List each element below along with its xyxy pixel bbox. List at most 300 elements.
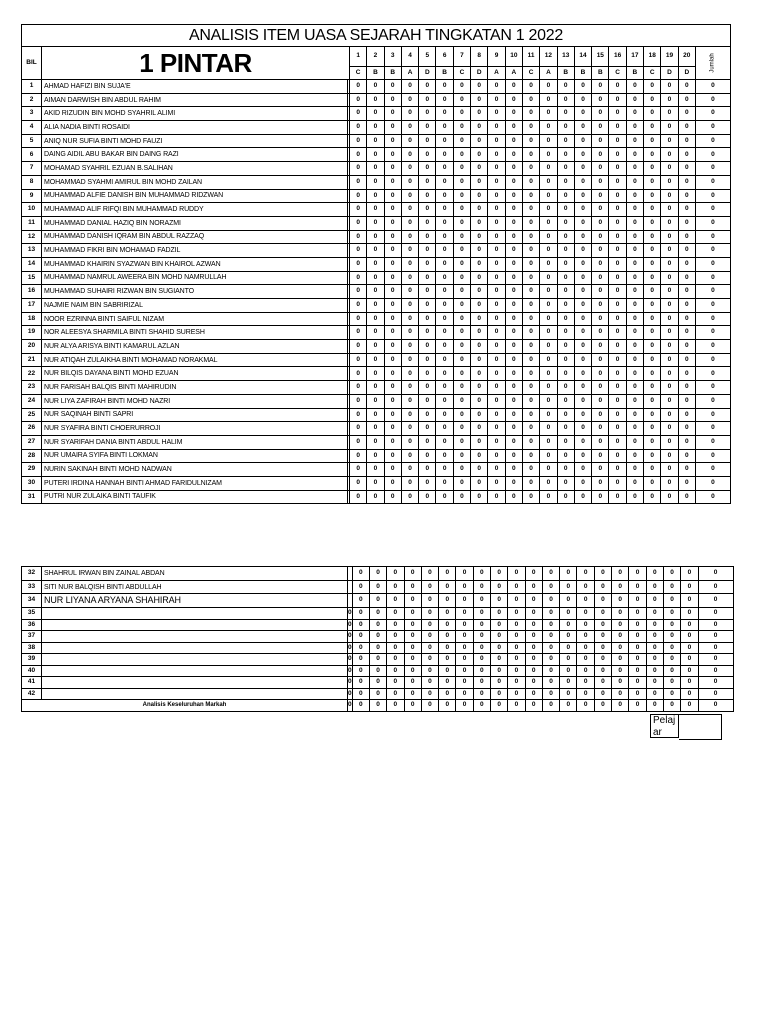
item-score: 0 [505,381,522,395]
jumlah-score: 0 [695,162,730,176]
item-score: 0 [557,80,574,94]
jumlah-score: 0 [698,594,733,608]
item-score: 0 [419,367,436,381]
item-score: 0 [352,665,369,677]
item-score: 0 [609,257,626,271]
student-number: 10 [22,203,42,217]
item-score: 0 [421,608,438,620]
item-score: 0 [522,353,539,367]
item-score: 0 [471,285,488,299]
item-score: 0 [663,619,680,631]
item-score: 0 [384,353,401,367]
item-score: 0 [352,567,369,581]
item-score: 0 [491,677,508,689]
item-score: 0 [453,449,470,463]
student-name: NURIN SAKINAH BINTI MOHD NADWAN [42,463,348,477]
student-name [42,677,348,689]
item-score: 0 [367,435,384,449]
item-score: 0 [592,285,609,299]
item-score: 0 [661,203,678,217]
jumlah-score: 0 [698,654,733,666]
item-score: 0 [646,665,663,677]
item-total: 0 [560,700,577,712]
student-number: 40 [22,665,42,677]
item-score: 0 [387,567,404,581]
item-score: 0 [609,148,626,162]
item-score: 0 [350,340,367,354]
student-name: AIMAN DARWISH BIN ABDUL RAHIM [42,93,348,107]
item-score: 0 [505,271,522,285]
item-score: 0 [401,230,418,244]
item-score: 0 [626,285,643,299]
table-row [22,367,731,381]
item-score: 0 [592,80,609,94]
item-score: 0 [557,312,574,326]
student-name: NUR SAQINAH BINTI SAPRI [42,408,348,422]
item-score: 0 [609,463,626,477]
item-score: 0 [592,244,609,258]
item-score: 0 [646,619,663,631]
item-score: 0 [644,326,661,340]
item-score: 0 [609,394,626,408]
item-score: 0 [661,476,678,490]
item-score: 0 [367,299,384,313]
student-name [42,642,348,654]
item-score: 0 [384,490,401,504]
item-score: 0 [384,340,401,354]
item-score: 0 [626,312,643,326]
item-score: 0 [522,299,539,313]
student-name: NUR LIYANA ARYANA SHAHIRAH [42,594,348,608]
jumlah-score: 0 [695,312,730,326]
item-score: 0 [387,654,404,666]
item-score: 0 [491,688,508,700]
item-score: 0 [557,244,574,258]
item-score: 0 [471,244,488,258]
item-score: 0 [540,422,557,436]
item-number: 20 [678,47,695,67]
item-score: 0 [350,312,367,326]
item-score: 0 [678,93,695,107]
item-score: 0 [387,608,404,620]
item-score: 0 [594,677,611,689]
item-score: 0 [574,148,591,162]
item-score: 0 [557,121,574,135]
item-score: 0 [471,230,488,244]
gap-cell: 0 [348,642,353,654]
jumlah-score: 0 [695,408,730,422]
item-score: 0 [609,367,626,381]
item-score: 0 [626,381,643,395]
item-score: 0 [369,619,386,631]
item-total: 0 [421,700,438,712]
item-score: 0 [350,449,367,463]
item-score: 0 [626,463,643,477]
item-score: 0 [419,312,436,326]
jumlah-score: 0 [695,216,730,230]
item-score: 0 [453,463,470,477]
item-score: 0 [540,449,557,463]
item-score: 0 [560,567,577,581]
table-row [22,107,731,121]
item-score: 0 [678,312,695,326]
item-score: 0 [522,422,539,436]
table-row [22,162,731,176]
item-score: 0 [453,353,470,367]
table-row [22,93,731,107]
item-score: 0 [646,677,663,689]
jumlah-score: 0 [695,93,730,107]
item-score: 0 [557,107,574,121]
item-score: 0 [646,608,663,620]
item-score: 0 [612,688,629,700]
item-score: 0 [419,271,436,285]
item-score: 0 [609,189,626,203]
student-number: 23 [22,381,42,395]
item-score: 0 [419,93,436,107]
item-score: 0 [644,381,661,395]
item-score: 0 [540,435,557,449]
item-score: 0 [540,326,557,340]
item-score: 0 [644,312,661,326]
item-score: 0 [436,230,453,244]
item-score: 0 [644,463,661,477]
item-score: 0 [436,353,453,367]
item-score: 0 [663,631,680,643]
item-score: 0 [419,230,436,244]
item-score: 0 [419,121,436,135]
item-score: 0 [401,299,418,313]
item-score: 0 [369,580,386,594]
item-score: 0 [540,107,557,121]
answer-key: C [644,67,661,80]
item-score: 0 [404,642,421,654]
jumlah-score: 0 [695,490,730,504]
item-number: 18 [644,47,661,67]
item-score: 0 [352,594,369,608]
item-score: 0 [560,631,577,643]
item-score: 0 [419,490,436,504]
table-row [22,285,731,299]
item-score: 0 [557,162,574,176]
item-score: 0 [401,189,418,203]
item-score: 0 [505,312,522,326]
item-score: 0 [505,340,522,354]
item-score: 0 [661,271,678,285]
item-score: 0 [678,244,695,258]
item-score: 0 [419,435,436,449]
item-score: 0 [646,688,663,700]
item-score: 0 [681,631,698,643]
item-score: 0 [592,463,609,477]
item-score: 0 [401,422,418,436]
item-score: 0 [453,476,470,490]
item-score: 0 [453,203,470,217]
item-score: 0 [471,394,488,408]
item-score: 0 [644,107,661,121]
item-score: 0 [540,230,557,244]
item-score: 0 [401,203,418,217]
item-score: 0 [404,619,421,631]
item-score: 0 [384,271,401,285]
item-score: 0 [436,271,453,285]
item-score: 0 [453,394,470,408]
student-number: 11 [22,216,42,230]
item-score: 0 [644,449,661,463]
item-score: 0 [384,175,401,189]
table-row [22,381,731,395]
student-name: NUR ALYA ARISYA BINTI KAMARUL AZLAN [42,340,348,354]
jumlah-score: 0 [695,394,730,408]
item-score: 0 [384,394,401,408]
student-number: 9 [22,189,42,203]
item-number: 11 [522,47,539,67]
answer-key: B [436,67,453,80]
item-score: 0 [626,93,643,107]
item-score: 0 [663,580,680,594]
item-score: 0 [404,594,421,608]
item-score: 0 [471,463,488,477]
jumlah-score: 0 [698,688,733,700]
item-score: 0 [384,381,401,395]
item-score: 0 [626,80,643,94]
student-name [42,619,348,631]
jumlah-score: 0 [698,642,733,654]
student-number: 26 [22,422,42,436]
item-score: 0 [522,216,539,230]
item-score: 0 [419,394,436,408]
item-score: 0 [401,326,418,340]
item-score: 0 [557,257,574,271]
class-name: 1 PINTAR [42,47,350,80]
item-score: 0 [436,463,453,477]
student-name: NUR UMAIRA SYIFA BINTI LOKMAN [42,449,348,463]
item-score: 0 [646,642,663,654]
student-number: 31 [22,490,42,504]
student-name: AKID RIZUDIN BIN MOHD SYAHRIL ALIMI [42,107,348,121]
item-score: 0 [594,608,611,620]
item-score: 0 [574,422,591,436]
item-score: 0 [401,271,418,285]
item-score: 0 [661,285,678,299]
jumlah-score: 0 [695,435,730,449]
item-score: 0 [384,312,401,326]
jumlah-score: 0 [698,665,733,677]
student-name [42,654,348,666]
jumlah-score: 0 [695,121,730,135]
item-score: 0 [540,203,557,217]
item-score: 0 [508,654,525,666]
item-score: 0 [401,216,418,230]
item-total: 0 [646,700,663,712]
item-score: 0 [367,230,384,244]
item-score: 0 [367,148,384,162]
item-score: 0 [471,299,488,313]
item-score: 0 [384,422,401,436]
item-score: 0 [352,580,369,594]
item-score: 0 [522,203,539,217]
item-score: 0 [594,642,611,654]
item-score: 0 [661,463,678,477]
item-score: 0 [419,80,436,94]
item-score: 0 [384,285,401,299]
item-score: 0 [421,594,438,608]
item-score: 0 [525,580,542,594]
item-score: 0 [436,93,453,107]
item-score: 0 [473,642,490,654]
student-name: NUR SYARIFAH DANIA BINTI ABDUL HALIM [42,435,348,449]
item-score: 0 [350,435,367,449]
table-row [22,134,731,148]
item-total: 0 [491,700,508,712]
student-name: NOR ALEESYA SHARMILA BINTI SHAHID SURESH [42,326,348,340]
table-row [22,677,734,689]
item-score: 0 [646,567,663,581]
student-number: 7 [22,162,42,176]
item-score: 0 [525,567,542,581]
item-score: 0 [542,677,559,689]
item-score: 0 [661,422,678,436]
item-score: 0 [453,134,470,148]
item-score: 0 [540,312,557,326]
item-score: 0 [453,367,470,381]
item-score: 0 [626,121,643,135]
student-name: MUHAMMAD FIKRI BIN MOHAMAD FADZIL [42,244,348,258]
item-score: 0 [577,654,594,666]
item-score: 0 [350,257,367,271]
jumlah-score: 0 [698,567,733,581]
item-score: 0 [367,203,384,217]
item-number: 13 [557,47,574,67]
student-number: 12 [22,230,42,244]
item-score: 0 [644,257,661,271]
item-score: 0 [488,189,505,203]
jumlah-total: 0 [698,700,733,712]
item-score: 0 [557,422,574,436]
student-number: 6 [22,148,42,162]
item-score: 0 [350,216,367,230]
item-score: 0 [350,93,367,107]
item-total: 0 [369,700,386,712]
item-score: 0 [594,619,611,631]
item-score: 0 [644,216,661,230]
item-score: 0 [612,619,629,631]
item-score: 0 [367,326,384,340]
item-score: 0 [626,422,643,436]
student-number: 19 [22,326,42,340]
item-score: 0 [419,476,436,490]
item-score: 0 [661,134,678,148]
item-score: 0 [629,567,646,581]
item-score: 0 [505,408,522,422]
item-score: 0 [678,340,695,354]
item-score: 0 [592,230,609,244]
item-score: 0 [540,162,557,176]
item-score: 0 [505,285,522,299]
item-score: 0 [367,244,384,258]
item-score: 0 [488,285,505,299]
item-score: 0 [574,93,591,107]
item-score: 0 [644,80,661,94]
item-number: 15 [592,47,609,67]
table-row [22,619,734,631]
item-score: 0 [367,476,384,490]
item-score: 0 [387,677,404,689]
jumlah-score: 0 [695,381,730,395]
item-score: 0 [505,449,522,463]
item-score: 0 [350,175,367,189]
jumlah-score: 0 [695,285,730,299]
jumlah-score: 0 [695,203,730,217]
item-score: 0 [661,230,678,244]
item-score: 0 [626,367,643,381]
item-number: 12 [540,47,557,67]
student-number: 42 [22,688,42,700]
item-score: 0 [350,326,367,340]
student-number: 39 [22,654,42,666]
item-score: 0 [629,580,646,594]
item-score: 0 [419,175,436,189]
item-score: 0 [421,619,438,631]
item-number: 17 [626,47,643,67]
item-score: 0 [557,394,574,408]
item-score: 0 [421,631,438,643]
item-score: 0 [592,121,609,135]
item-score: 0 [473,665,490,677]
item-score: 0 [508,567,525,581]
student-name: MOHAMAD SYAHRIL EZUAN B.SALIHAN [42,162,348,176]
item-score: 0 [367,189,384,203]
item-number: 4 [401,47,418,67]
item-score: 0 [367,107,384,121]
item-score: 0 [350,422,367,436]
item-score: 0 [488,394,505,408]
gap-cell: 0 [348,700,353,712]
item-score: 0 [661,394,678,408]
item-score: 0 [681,642,698,654]
item-score: 0 [644,476,661,490]
item-score: 0 [384,121,401,135]
item-score: 0 [401,408,418,422]
item-score: 0 [557,367,574,381]
student-name: ANIQ NUR SUFIA BINTI MOHD FAUZI [42,134,348,148]
item-score: 0 [663,665,680,677]
item-score: 0 [612,580,629,594]
item-total: 0 [352,700,369,712]
bil-header: BIL [22,47,42,80]
student-number: 21 [22,353,42,367]
item-score: 0 [453,299,470,313]
item-score: 0 [663,654,680,666]
item-score: 0 [471,367,488,381]
item-score: 0 [626,244,643,258]
item-score: 0 [592,216,609,230]
item-score: 0 [626,257,643,271]
item-score: 0 [471,353,488,367]
item-number: 7 [453,47,470,67]
item-score: 0 [542,619,559,631]
item-score: 0 [574,449,591,463]
answer-key: B [557,67,574,80]
student-name: MUHAMMAD NAMRUL AWEERA BIN MOHD NAMRULLAH [42,271,348,285]
answer-key: D [471,67,488,80]
item-score: 0 [592,257,609,271]
item-score: 0 [644,162,661,176]
item-score: 0 [471,271,488,285]
item-score: 0 [401,353,418,367]
item-score: 0 [367,121,384,135]
item-score: 0 [453,257,470,271]
